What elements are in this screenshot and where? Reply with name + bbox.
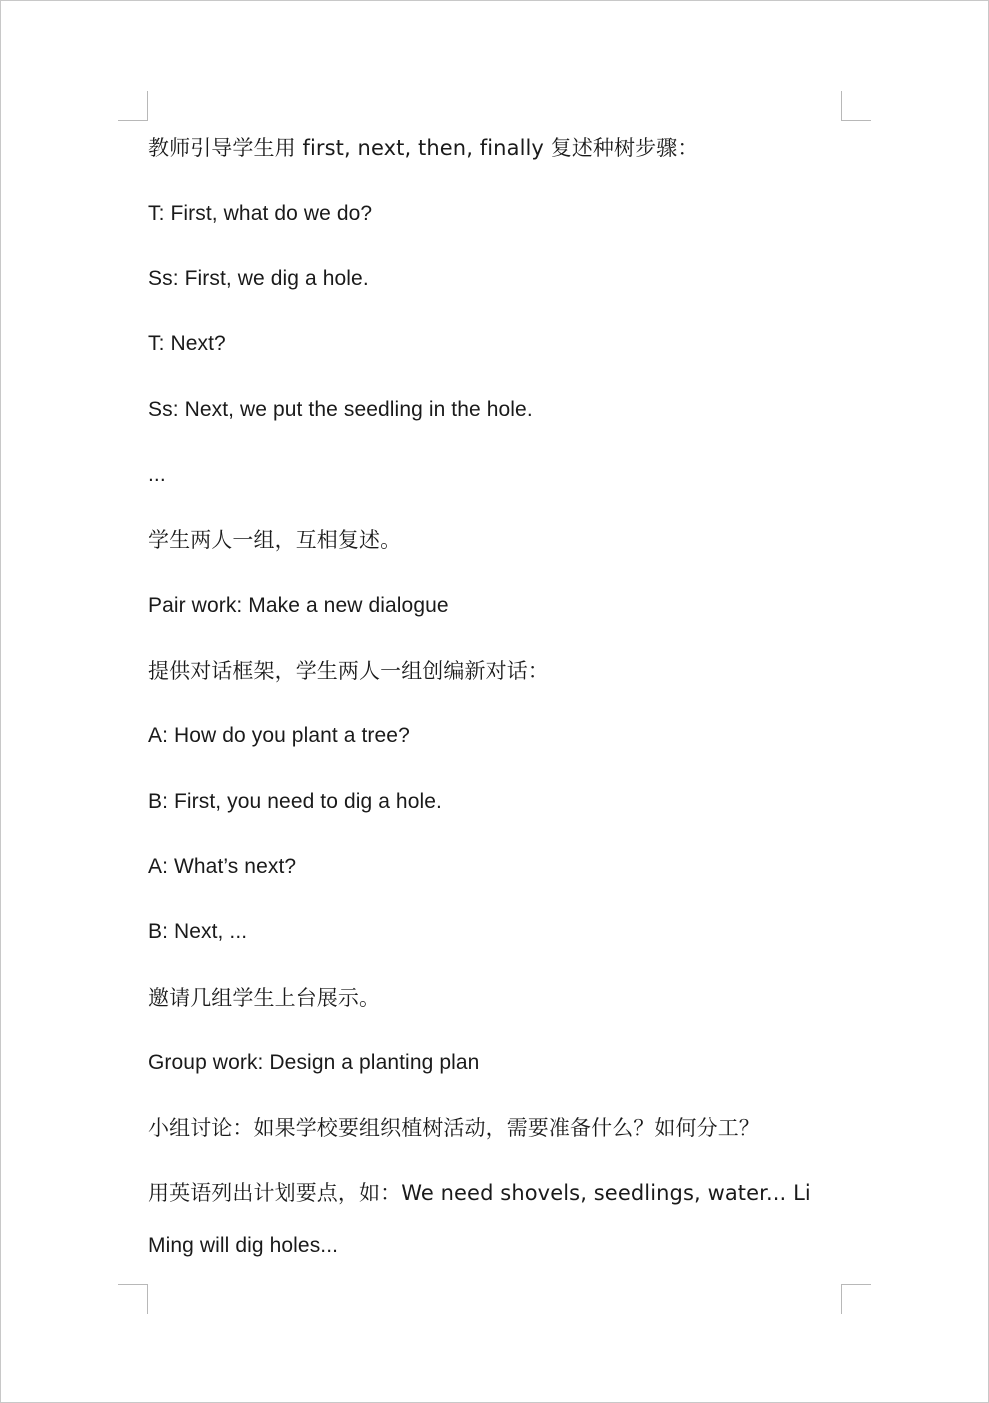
dialogue-line: B: Next, ...	[148, 920, 248, 943]
margin-corner-bottom-right	[841, 1284, 871, 1314]
margin-corner-top-left	[118, 91, 148, 121]
paragraph-plan-points-continued: Ming will dig holes...	[148, 1234, 339, 1257]
section-heading-group-work: Group work: Design a planting plan	[148, 1051, 480, 1074]
paragraph-group-discussion: 小组讨论：如果学校要组织植树活动，需要准备什么？如何分工？	[148, 1116, 760, 1140]
margin-corner-bottom-left	[118, 1284, 148, 1314]
paragraph-plan-points: 用英语列出计划要点，如：We need shovels, seedlings, water... Li	[148, 1181, 811, 1205]
dialogue-line: T: First, what do we do?	[148, 202, 373, 225]
dialogue-line: B: First, you need to dig a hole.	[148, 790, 442, 813]
ellipsis-line: ...	[148, 463, 166, 486]
paragraph-pair-retell: 学生两人一组，互相复述。	[148, 528, 402, 552]
margin-corner-top-right	[841, 91, 871, 121]
dialogue-line: A: What’s next?	[148, 855, 297, 878]
dialogue-line: Ss: First, we dig a hole.	[148, 267, 369, 290]
dialogue-line: Ss: Next, we put the seedling in the hole.	[148, 398, 533, 421]
paragraph-retell-instruction: 教师引导学生用 first, next, then, finally 复述种树步骤：	[148, 136, 699, 160]
section-heading-pair-work: Pair work: Make a new dialogue	[148, 594, 449, 617]
paragraph-present: 邀请几组学生上台展示。	[148, 986, 381, 1010]
dialogue-line: T: Next?	[148, 332, 226, 355]
dialogue-line: A: How do you plant a tree?	[148, 724, 410, 747]
paragraph-dialogue-frame: 提供对话框架，学生两人一组创编新对话：	[148, 659, 549, 683]
